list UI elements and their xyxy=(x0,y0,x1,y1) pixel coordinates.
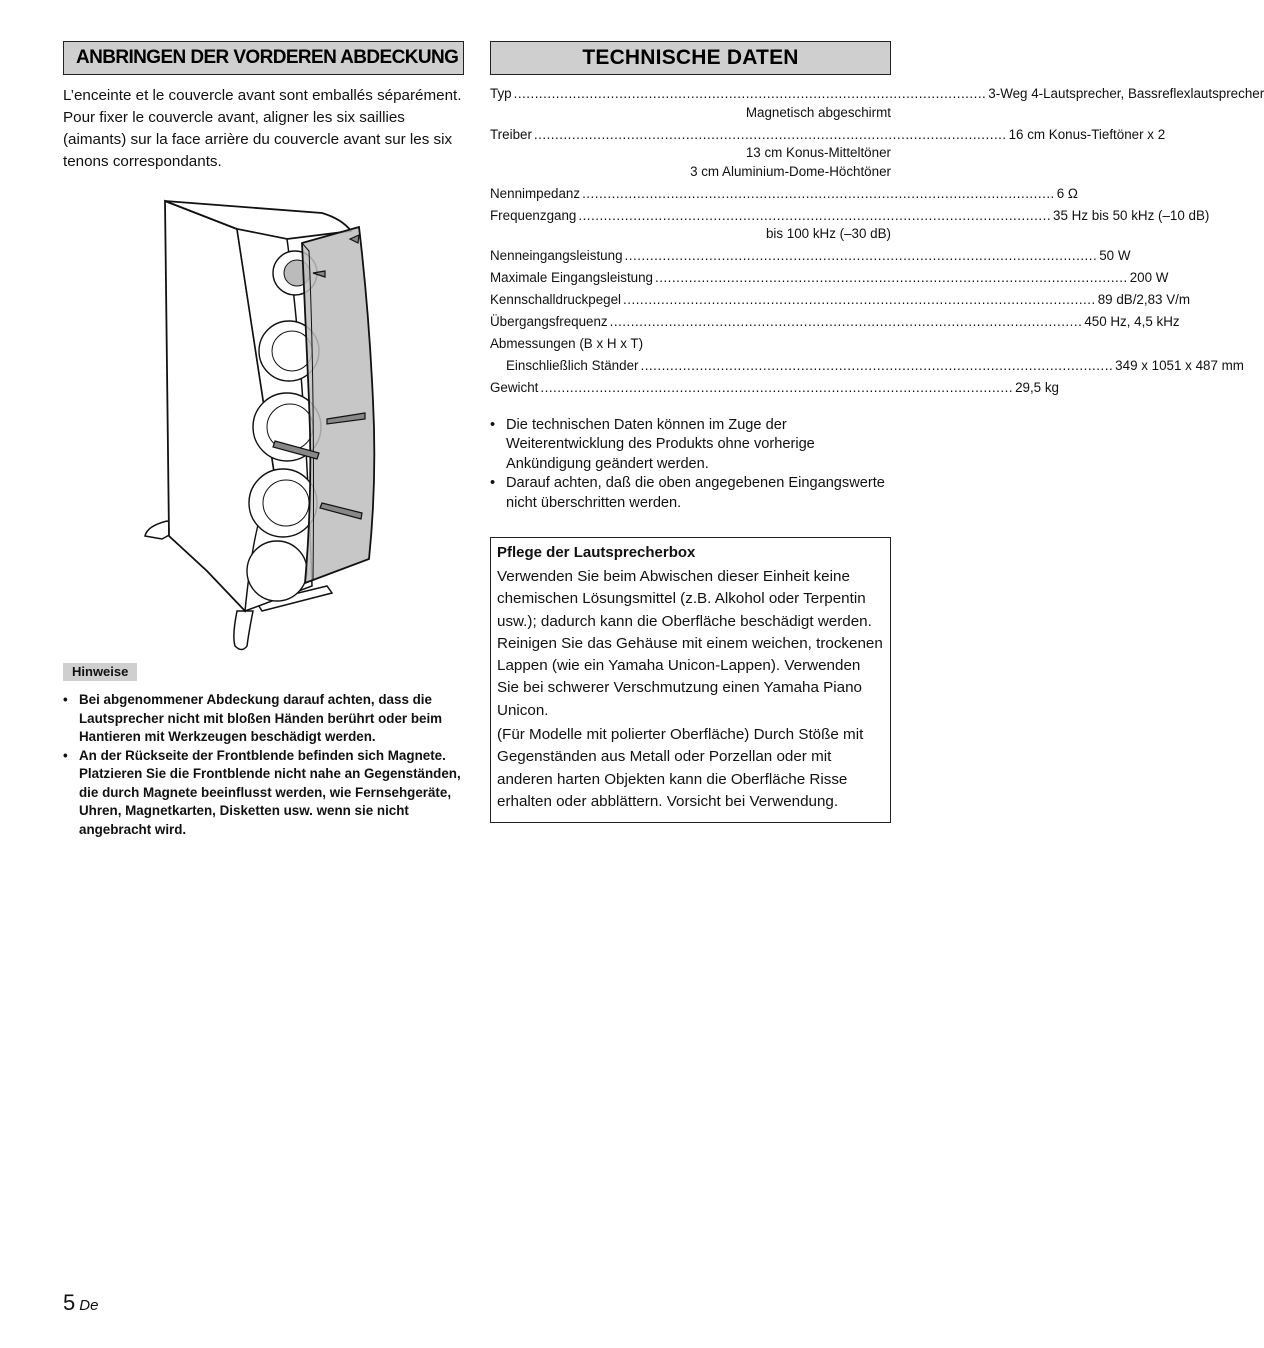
spec-value: 16 cm Konus-Tieftöner x 2 xyxy=(1008,126,1166,142)
spec-value: 50 W xyxy=(1099,248,1131,263)
spec-row-treiber-cont xyxy=(490,163,891,182)
right-column xyxy=(490,41,1264,823)
spec-value: Magnetisch abgeschirmt xyxy=(745,104,891,120)
leader-dots: ................................................................................................................ xyxy=(624,248,1098,263)
page-language: De xyxy=(79,1297,99,1314)
spec-value: 450 Hz, 4,5 kHz xyxy=(1084,314,1180,329)
spec-row-treiber-cont xyxy=(490,144,891,163)
spec-value: 3 cm Aluminium-Dome-Höchtöner xyxy=(690,163,891,179)
spec-value: 200 W xyxy=(1129,270,1169,285)
spec-row-treiber xyxy=(490,126,1166,145)
spec-label: Maximale Eingangsleistung xyxy=(490,270,654,285)
spec-row-frequenz xyxy=(490,207,1210,226)
spec-label: Frequenzgang xyxy=(490,207,577,223)
spec-label: Treiber xyxy=(490,126,532,142)
note-item: • Bei abgenommener Abdeckung darauf achten, dass die Lautsprecher nicht mit bloßen Händen berührt oder beim Hantieren mit Werkzeugen beschädigt werden. xyxy=(63,691,464,747)
spec-value: 89 dB/2,83 V/m xyxy=(1097,292,1191,307)
spec-row-nenn xyxy=(490,247,1131,266)
care-box xyxy=(490,537,891,823)
spec-value: bis 100 kHz (–30 dB) xyxy=(765,226,891,241)
leader-dots: ................................................................................................................ xyxy=(578,207,1052,223)
leader-dots: ................................................................................................................ xyxy=(540,380,1014,395)
spec-note-item: • Darauf achten, daß die oben angegebenen Eingangswerte nicht überschritten werden. xyxy=(490,474,891,513)
spec-row-impedanz xyxy=(490,185,1078,204)
leader-dots: ................................................................................................................ xyxy=(533,126,1007,142)
spec-label: Kennschalldruckpegel xyxy=(490,292,622,307)
spec-label: Nenneingangsleistung xyxy=(490,248,623,263)
spec-row-kenn xyxy=(490,291,1191,310)
spec-label: Nennimpedanz xyxy=(490,185,581,201)
spec-value: 29,5 kg xyxy=(1015,380,1059,395)
section-heading-cover: ANBRINGEN DER VORDEREN ABDECKUNG xyxy=(63,41,464,75)
spec-value: 13 cm Konus-Mitteltöner xyxy=(745,145,891,160)
leader-dots: ................................................................................................................ xyxy=(609,314,1083,329)
care-paragraph: (Für Modelle mit polierter Oberfläche) Durch Stöße mit Gegenständen aus Metall oder Porzellan oder mit anderen harten Objekten kann die Oberfläche Risse erhalten oder abblättern. Vorsicht bei Verwendung. xyxy=(497,726,864,810)
spec-row-max xyxy=(490,269,1169,288)
spec-row-ueber xyxy=(490,313,1180,332)
leader-dots: ................................................................................................................ xyxy=(640,358,1114,373)
note-item: • An der Rückseite der Frontblende befinden sich Magnete. Platzieren Sie die Frontblende nicht nahe an Gegenständen, die durch Magnete beeinflusst werden, wie Fernsehgeräte, Uhren, Magnetkarten, Disketten usw. wenn sie nicht angebracht wird. xyxy=(63,747,464,840)
spec-row-typ-cont xyxy=(490,104,891,123)
spec-notes-list xyxy=(490,416,891,514)
spec-label: Gewicht xyxy=(490,380,539,395)
spec-row-einschl xyxy=(490,357,1244,376)
notes-tag: Hinweise xyxy=(63,663,137,681)
speaker-cover-drawing xyxy=(137,191,387,661)
care-paragraph: Verwenden Sie beim Abwischen dieser Einheit keine chemischen Lösungsmittel (z.B. Alkohol oder Terpentin usw.); dadurch kann die Oberfläche beschädigt werden. Reinigen Sie das Gehäuse mit einem weichen, trockenen Lappen (wie ein Yamaha Unicon-Lappen). Verwenden Sie bei schwerer Verschmutzung einen Yamaha Piano Unicon. xyxy=(497,568,883,719)
care-title: Pflege der Lautsprecherbox xyxy=(497,544,696,561)
speaker-illustration xyxy=(63,191,464,661)
spec-label: Übergangsfrequenz xyxy=(490,314,608,329)
spec-value: 3-Weg 4-Lautsprecher, Bassreflexlautsprecher xyxy=(988,86,1264,101)
spec-value: 35 Hz bis 50 kHz (–10 dB) xyxy=(1053,207,1210,223)
spec-row-frequenz-cont xyxy=(490,225,891,244)
leader-dots: ................................................................................................................ xyxy=(623,292,1096,307)
spec-value: 349 x 1051 x 487 mm xyxy=(1115,358,1244,373)
leader-dots: ................................................................................................................ xyxy=(513,86,987,101)
leader-dots: ................................................................................................................ xyxy=(582,185,1055,201)
spec-list xyxy=(490,85,1264,398)
section-heading-specs: TECHNISCHE DATEN xyxy=(490,41,891,75)
page-number-value: 5 xyxy=(63,1290,76,1315)
spec-label: Einschließlich Ständer xyxy=(506,358,639,373)
notes-list xyxy=(63,691,464,839)
leader-dots: ................................................................................................................ xyxy=(655,270,1128,285)
spec-label: Typ xyxy=(490,86,512,101)
spec-row-gewicht xyxy=(490,379,1059,398)
spec-value: 6 Ω xyxy=(1056,185,1078,201)
spec-row-typ xyxy=(490,85,1264,104)
spec-note-item: • Die technischen Daten können im Zuge der Weiterentwicklung des Produkts ohne vorherige Ankündigung geändert werden. xyxy=(490,416,891,475)
left-column xyxy=(63,41,464,839)
intro-paragraph: L’enceinte et le couvercle avant sont emballés séparément. Pour fixer le couvercle avant, aligner les six saillies (aimants) sur la face arrière du couvercle avant sur les six tenons correspondants. xyxy=(63,87,462,170)
page-number xyxy=(63,1290,98,1316)
spec-label-abmessungen: Abmessungen (B x H x T) xyxy=(490,336,644,351)
